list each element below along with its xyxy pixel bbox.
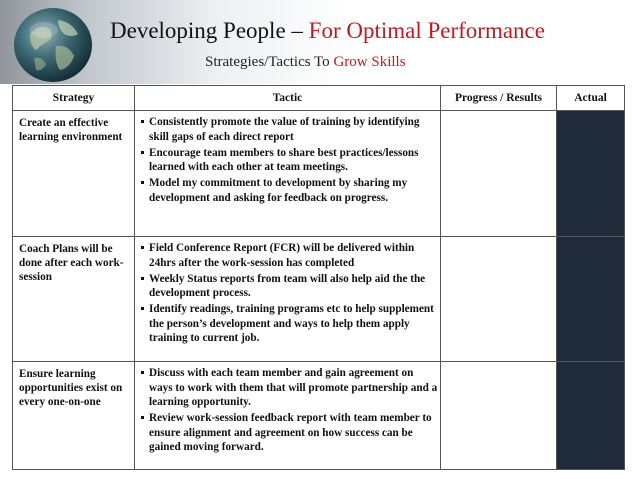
column-header-actual: Actual bbox=[557, 86, 625, 111]
tactic-item: Encourage team members to share best practices/lessons learned with each other at team meetings. bbox=[141, 146, 438, 175]
strategy-cell: Ensure learning opportunities exist on every one-on-one bbox=[13, 362, 135, 470]
table-row bbox=[13, 362, 625, 470]
tactic-item: Field Conference Report (FCR) will be delivered within 24hrs after the work-session has completed bbox=[141, 241, 438, 270]
strategy-cell: Create an effective learning environment bbox=[13, 111, 135, 237]
tactic-cell bbox=[135, 111, 441, 237]
tactic-cell bbox=[135, 237, 441, 362]
strategy-cell: Coach Plans will be done after each work-session bbox=[13, 237, 135, 362]
tactic-item: Weekly Status reports from team will also help aid the the development process. bbox=[141, 272, 438, 301]
table-row bbox=[13, 237, 625, 362]
table-row bbox=[13, 111, 625, 237]
progress-cell bbox=[441, 362, 557, 470]
column-header-tactic: Tactic bbox=[135, 86, 441, 111]
actual-cell bbox=[557, 237, 625, 362]
table-header-row bbox=[13, 86, 625, 111]
column-header-strategy: Strategy bbox=[13, 86, 135, 111]
actual-cell bbox=[557, 111, 625, 237]
tactic-item: Review work-session feedback report with team member to ensure alignment and agreement on how success can be gained moving forward. bbox=[141, 411, 438, 455]
subtitle-main: Strategies/Tactics To bbox=[205, 54, 334, 70]
tactic-item: Model my commitment to development by sharing my development and asking for feedback on progress. bbox=[141, 176, 438, 205]
tactic-list bbox=[141, 366, 438, 455]
column-header-progress: Progress / Results bbox=[441, 86, 557, 111]
tactic-item: Consistently promote the value of training by identifying skill gaps of each direct report bbox=[141, 115, 438, 144]
progress-cell bbox=[441, 237, 557, 362]
tactic-item: Identify readings, training programs etc to help supplement the person’s development and ways to help them apply training to current job. bbox=[141, 302, 438, 346]
page-subtitle bbox=[205, 55, 406, 70]
tactic-item: Discuss with each team member and gain agreement on ways to work with them that will promote partnership and a learning opportunity. bbox=[141, 366, 438, 410]
subtitle-accent: Grow Skills bbox=[333, 54, 406, 70]
tactic-list bbox=[141, 241, 438, 346]
tactic-list bbox=[141, 115, 438, 205]
globe-icon bbox=[12, 6, 94, 84]
actual-cell bbox=[557, 362, 625, 470]
title-accent: For Optimal Performance bbox=[308, 18, 545, 43]
title-main: Developing People – bbox=[110, 18, 309, 43]
progress-cell bbox=[441, 111, 557, 237]
page-title bbox=[110, 19, 545, 42]
tactic-cell bbox=[135, 362, 441, 470]
strategy-table bbox=[12, 85, 625, 470]
